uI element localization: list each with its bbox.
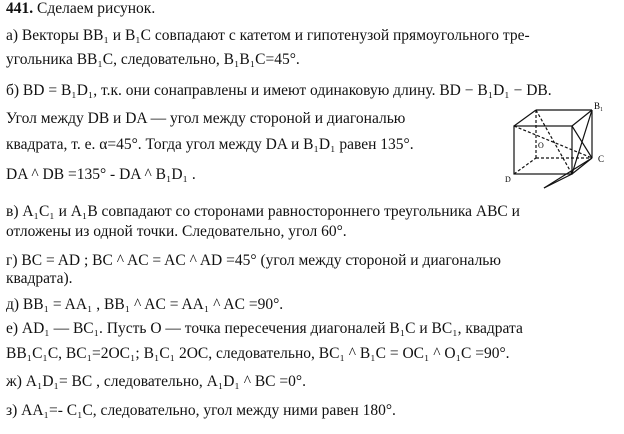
item-g-line-2: квадрата). (6, 270, 73, 287)
label-o: O (538, 141, 544, 150)
item-b-line-3: квадрата, т. е. α=45°. Тогда угол между DA и B₁D₁ равен 135°. (6, 136, 414, 153)
item-v-line-1: в) A₁C₁ и A₁B совпадают со сторонами равностороннего треугольника ABC и (6, 203, 520, 220)
item-a-line-1: а) Векторы BB₁ и B₁C совпадают с катетом и гипотенузой прямоугольного тре- (6, 27, 530, 44)
item-b-line-1: б) BD = B₁D₁, т.к. они сонаправлены и имеют одинаковую длину. BD − B₁D₁ − DB. (6, 82, 552, 99)
item-z-line-1: з) AA₁=- C₁C, следовательно, угол между ними равен 180°. (6, 402, 396, 419)
label-c: C (598, 154, 605, 164)
item-d-line-1: д) BB₁ = AA₁ , BB₁ ^ AC = AA₁ ^ AC =90°. (6, 296, 284, 313)
label-b1: B₁ (594, 101, 604, 111)
item-e-line-1: е) AD₁ — BC₁. Пусть O — точка пересечения диагоналей B₁C и BC₁, квадрата (6, 320, 523, 337)
item-v-line-2: отложены из одной точки. Следовательно, угол 60°. (6, 223, 347, 240)
label-d: D (505, 175, 511, 184)
item-a-line-2: угольника BB₁C, следовательно, B₁B₁C=45°. (6, 51, 300, 68)
item-b-line-4: DA ^ DB =135° - DA ^ B₁D₁ . (6, 166, 196, 183)
cube-figure (500, 100, 612, 192)
item-b-line-2: Угол между DB и DA — угол между стороной и диагональю (6, 110, 406, 127)
item-e-line-2: BB₁C₁C, BC₁=2OC₁; B₁C₁ 2OC, следовательно, BC₁ ^ B₁C = OC₁ ^ O₁C =90°. (6, 345, 510, 362)
problem-number: 441. (6, 0, 34, 17)
item-zh-line-1: ж) A₁D₁= BC , следовательно, A₁D₁ ^ BC =0°. (6, 373, 306, 390)
heading-text: Сделаем рисунок. (37, 0, 156, 17)
problem-heading (6, 0, 155, 18)
item-g-line-1: г) BC = AD ; BC ^ AC = AC ^ AD =45° (угол между стороной и диагональю (6, 252, 501, 269)
